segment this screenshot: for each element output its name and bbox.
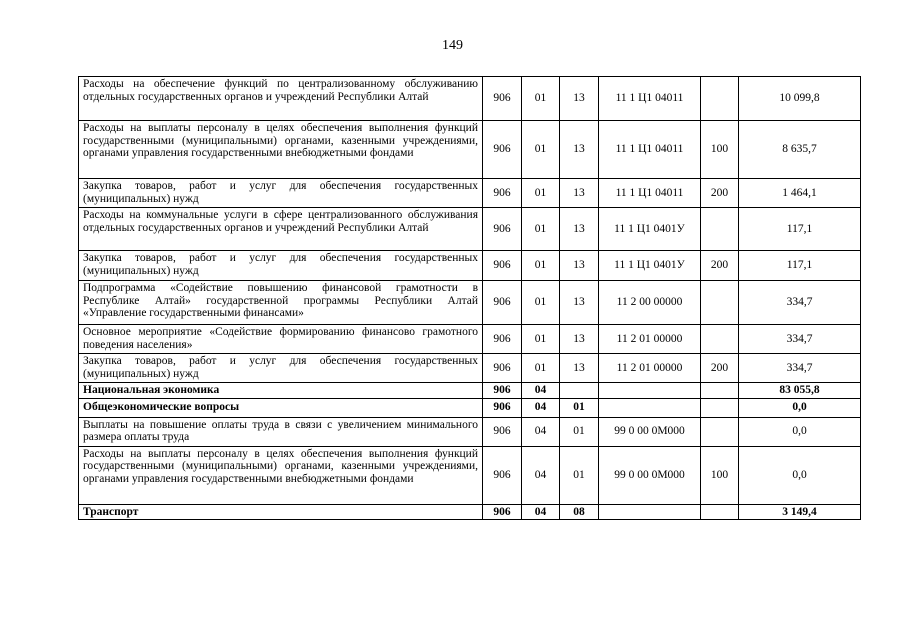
expense-type-cell: 100 [701, 446, 739, 504]
expense-type-cell [701, 208, 739, 251]
ministry-code-cell: 906 [483, 446, 522, 504]
subsection-code-cell: 13 [560, 121, 599, 179]
subsection-code-cell: 13 [560, 281, 599, 325]
expense-type-cell: 200 [701, 179, 739, 208]
expense-type-cell [701, 417, 739, 446]
row-name-cell: Выплаты на повышение оплаты труда в связи с увеличением минимального размера оплаты труда [79, 417, 483, 446]
expense-type-cell [701, 77, 739, 121]
subsection-code-cell: 08 [560, 504, 599, 520]
expense-type-cell: 200 [701, 251, 739, 281]
row-name-cell: Общеэкономические вопросы [79, 398, 483, 417]
ministry-code-cell: 906 [483, 383, 522, 399]
ministry-code-cell: 906 [483, 281, 522, 325]
ministry-code-cell: 906 [483, 398, 522, 417]
subsection-code-cell [560, 383, 599, 399]
target-article-cell [599, 383, 701, 399]
row-name-cell: Национальная экономика [79, 383, 483, 399]
subsection-code-cell: 13 [560, 208, 599, 251]
section-code-cell: 01 [522, 179, 560, 208]
section-code-cell: 01 [522, 251, 560, 281]
target-article-cell: 11 1 Ц1 04011 [599, 121, 701, 179]
amount-cell: 3 149,4 [739, 504, 861, 520]
ministry-code-cell: 906 [483, 504, 522, 520]
table-row [79, 354, 861, 383]
amount-cell: 0,0 [739, 446, 861, 504]
target-article-cell [599, 504, 701, 520]
target-article-cell: 11 2 01 00000 [599, 354, 701, 383]
table-row [79, 121, 861, 179]
subsection-code-cell: 13 [560, 354, 599, 383]
expense-type-cell: 100 [701, 121, 739, 179]
budget-table-body [79, 77, 861, 520]
table-row [79, 77, 861, 121]
expense-type-cell: 200 [701, 354, 739, 383]
ministry-code-cell: 906 [483, 354, 522, 383]
row-name-cell: Расходы на выплаты персоналу в целях обеспечения выполнения функций государственными (муниципальными) органами, казенными учреждениями, органами управления государственными внебюджетными фондами [79, 121, 483, 179]
section-code-cell: 01 [522, 208, 560, 251]
table-row [79, 504, 861, 520]
expense-type-cell [701, 281, 739, 325]
amount-cell: 334,7 [739, 281, 861, 325]
expense-type-cell [701, 383, 739, 399]
target-article-cell: 11 1 Ц1 0401У [599, 251, 701, 281]
section-code-cell: 01 [522, 354, 560, 383]
amount-cell: 1 464,1 [739, 179, 861, 208]
amount-cell: 334,7 [739, 354, 861, 383]
target-article-cell: 11 2 01 00000 [599, 325, 701, 354]
ministry-code-cell: 906 [483, 325, 522, 354]
amount-cell: 0,0 [739, 417, 861, 446]
target-article-cell: 11 1 Ц1 0401У [599, 208, 701, 251]
row-name-cell: Подпрограмма «Содействие повышению финансовой грамотности в Республике Алтай» государственной программы Республики Алтай «Управление государственными финансами» [79, 281, 483, 325]
table-row [79, 208, 861, 251]
section-code-cell: 01 [522, 77, 560, 121]
section-code-cell: 04 [522, 446, 560, 504]
row-name-cell: Закупка товаров, работ и услуг для обеспечения государственных (муниципальных) нужд [79, 354, 483, 383]
amount-cell: 10 099,8 [739, 77, 861, 121]
subsection-code-cell: 01 [560, 417, 599, 446]
table-row [79, 417, 861, 446]
table-row [79, 179, 861, 208]
table-row [79, 383, 861, 399]
table-row [79, 446, 861, 504]
subsection-code-cell: 13 [560, 251, 599, 281]
target-article-cell: 11 1 Ц1 04011 [599, 179, 701, 208]
expense-type-cell [701, 325, 739, 354]
table-row [79, 281, 861, 325]
expense-type-cell [701, 504, 739, 520]
row-name-cell: Расходы на выплаты персоналу в целях обеспечения выполнения функций государственными (муниципальными) органами, казенными учреждениями, органами управления государственными внебюджетными фондами [79, 446, 483, 504]
amount-cell: 117,1 [739, 251, 861, 281]
section-code-cell: 04 [522, 417, 560, 446]
subsection-code-cell: 01 [560, 398, 599, 417]
budget-table [78, 76, 861, 520]
ministry-code-cell: 906 [483, 208, 522, 251]
ministry-code-cell: 906 [483, 77, 522, 121]
section-code-cell: 04 [522, 504, 560, 520]
subsection-code-cell: 13 [560, 77, 599, 121]
amount-cell: 8 635,7 [739, 121, 861, 179]
section-code-cell: 04 [522, 398, 560, 417]
section-code-cell: 04 [522, 383, 560, 399]
row-name-cell: Основное мероприятие «Содействие формированию финансово грамотного поведения населения» [79, 325, 483, 354]
amount-cell: 0,0 [739, 398, 861, 417]
subsection-code-cell: 01 [560, 446, 599, 504]
amount-cell: 117,1 [739, 208, 861, 251]
target-article-cell: 11 1 Ц1 04011 [599, 77, 701, 121]
target-article-cell [599, 398, 701, 417]
expense-type-cell [701, 398, 739, 417]
row-name-cell: Транспорт [79, 504, 483, 520]
page-number: 149 [442, 38, 463, 53]
table-row [79, 325, 861, 354]
subsection-code-cell: 13 [560, 325, 599, 354]
target-article-cell: 99 0 00 0М000 [599, 446, 701, 504]
table-row [79, 251, 861, 281]
amount-cell: 83 055,8 [739, 383, 861, 399]
row-name-cell: Закупка товаров, работ и услуг для обеспечения государственных (муниципальных) нужд [79, 179, 483, 208]
section-code-cell: 01 [522, 281, 560, 325]
target-article-cell: 11 2 00 00000 [599, 281, 701, 325]
target-article-cell: 99 0 00 0М000 [599, 417, 701, 446]
row-name-cell: Закупка товаров, работ и услуг для обеспечения государственных (муниципальных) нужд [79, 251, 483, 281]
row-name-cell: Расходы на коммунальные услуги в сфере централизованного обслуживания отдельных государственных органов и учреждений Республики Алтай [79, 208, 483, 251]
ministry-code-cell: 906 [483, 251, 522, 281]
section-code-cell: 01 [522, 121, 560, 179]
amount-cell: 334,7 [739, 325, 861, 354]
ministry-code-cell: 906 [483, 121, 522, 179]
ministry-code-cell: 906 [483, 417, 522, 446]
row-name-cell: Расходы на обеспечение функций по централизованному обслуживанию отдельных государственных органов и учреждений Республики Алтай [79, 77, 483, 121]
subsection-code-cell: 13 [560, 179, 599, 208]
section-code-cell: 01 [522, 325, 560, 354]
table-row [79, 398, 861, 417]
ministry-code-cell: 906 [483, 179, 522, 208]
